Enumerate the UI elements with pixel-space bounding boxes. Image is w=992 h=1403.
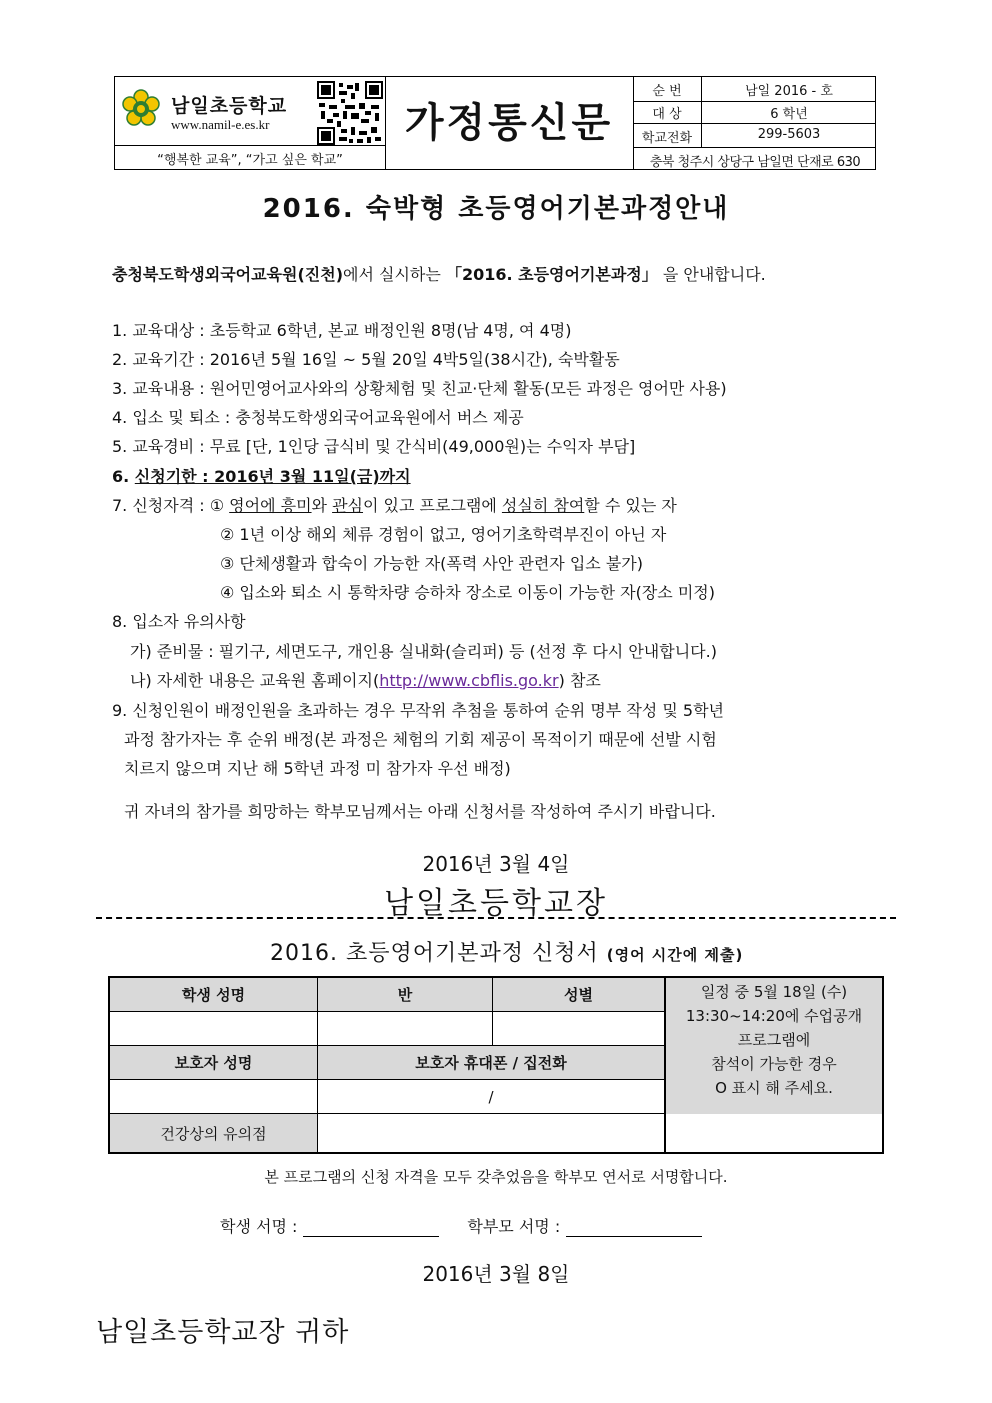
item-7-f: 할 수 있는 자 [584,496,677,515]
class-header: 반 [318,978,493,1012]
info-value-serial: 남일 2016 - 호 [745,84,833,99]
phone-slash: / [488,1087,494,1106]
info-value-phone: 299-5603 [757,127,821,142]
item-7-4: ④ 입소와 퇴소 시 통학차량 승하차 장소로 이동이 가능한 자(장소 미정) [220,583,716,602]
application-form-table [108,976,884,1154]
parent-sign-field[interactable] [566,1220,702,1237]
homepage-link[interactable]: http://www.cbflis.go.kr [379,671,559,690]
intro-org: 충청북도학생외국어교육원(진천) [112,265,344,284]
newsletter-title: 가정통신문 [404,100,614,146]
item-7-c: 관심 [332,496,364,515]
item-7-d: 이 있고 프로그램에 [363,496,502,515]
item-7 [112,493,677,516]
form-title-text: 2016. 초등영어기본과정 신청서 [270,941,607,966]
header-box [114,76,876,170]
note-line-1: 일정 중 5월 18일 (수) [700,983,848,1001]
form-title [270,936,743,967]
guardian-name-header: 보호자 성명 [110,1046,318,1080]
item-7-2: ② 1년 이상 해외 체류 경험이 없고, 영어기초학력부진이 아닌 자 [220,525,667,544]
form-title-note: (영어 시간에 제출) [606,946,744,964]
guardian-name-input[interactable] [110,1080,318,1114]
item-8: 8. 입소자 유의사항 [112,612,246,631]
open-class-note [664,978,882,1114]
info-label-target: 대 상 [652,107,682,122]
student-sign-field[interactable] [303,1220,439,1237]
health-notes-header: 건강상의 유의점 [110,1114,318,1152]
closing-text: 귀 자녀의 참가를 희망하는 학부모님께서는 아래 신청서를 작성하여 주시기 바랍니다. [124,802,716,821]
item-7-head: 7. 신청자격 : ① [112,496,230,515]
agreement-text: 본 프로그램의 신청 자격을 모두 갖추었음을 학부모 연서로 서명합니다. [264,1168,728,1186]
item-3: 3. 교육내용 : 원어민영어교사와의 상황체험 및 친교·단체 활동(모든 과정은 영어만 사용) [112,379,727,398]
item-8-b-pre: 나) 자세한 내용은 교육원 홈페이지( [130,671,380,690]
guardian-phone-header: 보호자 휴대폰 / 집전화 [318,1046,664,1080]
item-4: 4. 입소 및 퇴소 : 충청북도학생외국어교육원에서 버스 제공 [112,408,524,427]
item-8-b-post: ) 참조 [558,671,601,690]
intro-program: 「2016. 초등영어기본과정」 [445,265,658,284]
item-5: 5. 교육경비 : 무료 [단, 1인당 급식비 및 간식비(49,000원)는 수익자 부담] [112,437,636,456]
document-title: 2016. 숙박형 초등영어기본과정안내 [262,194,730,224]
item-7-a: 영어에 흥미 [229,496,312,515]
item-6-prefix: 6. [112,467,135,486]
cut-line [96,917,896,919]
info-label-phone: 학교전화 [641,131,693,146]
note-line-4: 참석이 가능한 경우 [711,1055,837,1073]
class-input[interactable] [318,1012,493,1046]
info-label-serial: 순 번 [652,84,682,99]
gender-input[interactable] [493,1012,664,1046]
item-7-b: 와 [311,496,333,515]
item-7-e: 성실히 참여 [501,496,585,515]
student-name-input[interactable] [110,1012,318,1046]
item-9-line-1: 9. 신청인원이 배정인원을 초과하는 경우 무작위 추첨을 통하여 순위 명부 작성 및 5학년 [112,701,724,720]
note-line-2: 13:30~14:20에 수업공개 [685,1007,863,1025]
gender-header: 성별 [493,978,664,1012]
item-7-3: ③ 단체생활과 합숙이 가능한 자(폭력 사안 관련자 입소 불가) [220,554,644,573]
attendance-mark-input[interactable] [664,1114,882,1152]
health-notes-input[interactable] [318,1114,664,1152]
item-1: 1. 교육대상 : 초등학교 6학년, 본교 배정인원 8명(남 4명, 여 4명) [112,321,572,340]
school-address: 충북 청주시 상당구 남일면 단재로 630 [649,155,861,170]
school-url[interactable]: www.namil-e.es.kr [171,117,270,132]
item-8-b [130,668,601,691]
note-line-5: O 표시 해 주세요. [715,1079,833,1097]
guardian-phone-input[interactable] [318,1080,664,1114]
intro-end: 을 안내합니다. [657,265,766,284]
student-sign-label: 학생 서명 : [220,1217,298,1236]
school-name: 남일초등학교 [171,95,288,117]
school-slogan: “행복한 교육”, “가고 싶은 학교” [157,153,343,168]
notice-date: 2016년 3월 4일 [422,852,570,876]
intro-mid: 에서 실시하는 [343,265,446,284]
item-6 [112,464,411,487]
item-2: 2. 교육기간 : 2016년 5월 16일 ~ 5월 20일 4박5일(38시간), 숙박활동 [112,350,620,369]
item-8-a: 가) 준비물 : 필기구, 세면도구, 개인용 실내화(슬리퍼) 등 (선정 후 다시 안내합니다.) [130,642,717,661]
school-emblem-icon [121,89,161,129]
student-name-header: 학생 성명 [110,978,318,1012]
note-line-3: 프로그램에 [737,1031,811,1049]
parent-sign-label: 학부모 서명 : [467,1217,561,1236]
addressee: 남일초등학교장 귀하 [96,1317,350,1348]
item-6-deadline: 신청기한 : 2016년 3월 11일(금)까지 [134,467,411,486]
item-9-line-3: 치르지 않으며 지난 해 5학년 과정 미 참가자 우선 배정) [124,759,511,778]
signature-line [220,1214,730,1237]
info-value-target: 6 학년 [770,107,808,122]
principal-signature: 남일초등학교장 [384,886,608,921]
intro-text [112,262,766,285]
item-9-line-2: 과정 참가자는 후 순위 배정(본 과정은 체험의 기회 제공이 목적이기 때문에 선발 시험 [124,730,717,749]
qr-code-icon [317,81,383,145]
application-date: 2016년 3월 8일 [422,1262,570,1286]
